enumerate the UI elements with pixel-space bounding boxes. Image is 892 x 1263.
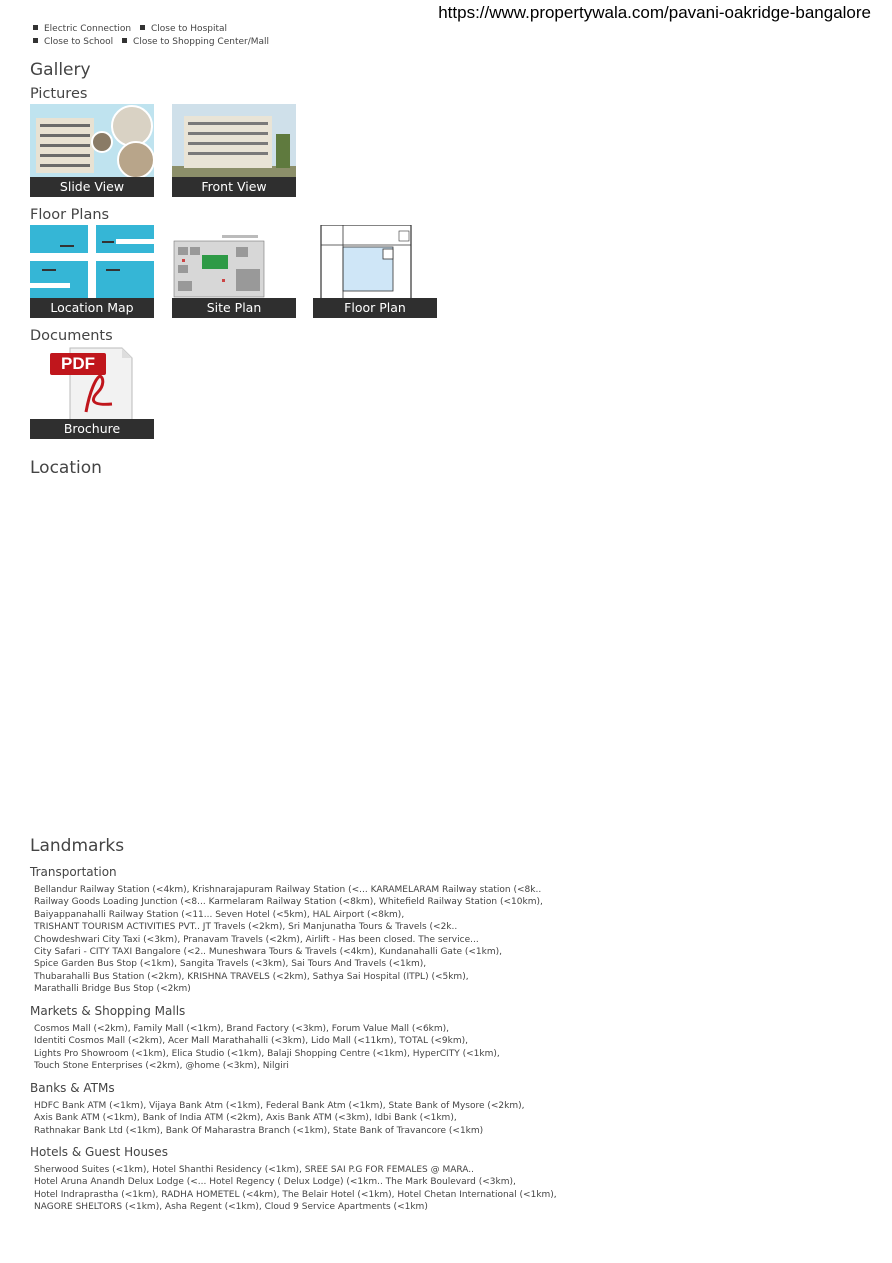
landmark-line: Hotel Indraprastha (<1km), RADHA HOMETEL (<4km), The Belair Hotel (<1km), Hotel Chetan International (<1km), [34,1189,557,1200]
site-plan-thumbnail[interactable] [172,225,296,318]
transportation-list [34,884,594,996]
slide-view-thumbnail[interactable] [30,104,154,197]
pdf-label-badge [50,353,106,375]
landmark-line: Thubarahalli Bus Station (<2km), KRISHNA TRAVELS (<2km), Sathya Sai Hospital (ITPL) (<5km), [34,971,469,982]
front-view-thumbnail[interactable] [172,104,296,197]
location-heading: Location [30,458,102,478]
hotels-heading: Hotels & Guest Houses [30,1145,168,1159]
landmark-line: Axis Bank ATM (<1km), Bank of India ATM (<2km), Axis Bank ATM (<3km), Idbi Bank (<1km), [34,1113,457,1124]
landmark-line: Cosmos Mall (<2km), Family Mall (<1km), Brand Factory (<3km), Forum Value Mall (<6km), [34,1024,450,1034]
landmark-line: Bellandur Railway Station (<4km), Krishnarajapuram Railway Station (<... KARAMELARAM Railway station (<8k.. [34,885,542,895]
landmark-line: Sherwood Suites (<1km), Hotel Shanthi Residency (<1km), SREE SAI P.G FOR FEMALES @ MARA.. [34,1165,475,1175]
banks-list [34,1100,594,1137]
landmark-line: Chowdeshwari City Taxi (<3km), Pranavam Travels (<2km), Airlift - Has been closed. The service... [34,934,479,945]
hotels-list [34,1164,594,1214]
thumbnail-caption: Site Plan [172,298,296,318]
transportation-heading: Transportation [30,865,117,879]
bullet-icon [33,38,38,43]
location-map-image [30,225,154,299]
landmark-line: Marathalli Bridge Bus Stop (<2km) [34,984,191,995]
landmark-line: Spice Garden Bus Stop (<1km), Sangita Travels (<3km), Sai Tours And Travels (<1km), [34,959,427,970]
landmark-line: NAGORE SHELTORS (<1km), Asha Regent (<1km), Cloud 9 Service Apartments (<1km) [34,1202,428,1213]
thumbnail-caption: Front View [172,177,296,197]
landmark-line: City Safari - CITY TAXI Bangalore (<2.. Muneshwara Tours & Travels (<4km), Kundanahalli Gate (<1km), [34,947,502,958]
thumbnail-caption: Brochure [30,419,154,439]
amenity-item: Close to Hospital [151,24,228,34]
floor-plans-heading: Floor Plans [30,207,110,223]
building-collage-image [30,104,154,178]
floor-plan-thumbnail[interactable] [313,225,437,318]
amenity-item: Close to School [44,36,114,47]
documents-heading: Documents [30,328,113,344]
floor-plan-image [313,225,437,299]
brochure-thumbnail[interactable] [30,346,154,439]
landmark-line: Railway Goods Loading Junction (<8... Karmelaram Railway Station (<8km), Whitefield Railway Station (<10km), [34,897,543,908]
pictures-heading: Pictures [30,86,88,102]
location-map-thumbnail[interactable] [30,225,154,318]
thumbnail-caption: Slide View [30,177,154,197]
amenity-item: Electric Connection [44,24,132,34]
landmark-line: Identiti Cosmos Mall (<2km), Acer Mall Marathahalli (<3km), Lido Mall (<11km), TOTAL (<9km), [34,1036,468,1047]
landmark-line: Baiyappanahalli Railway Station (<11... Seven Hotel (<5km), HAL Airport (<8km), [34,909,405,920]
amenities-list [33,23,275,48]
site-plan-image [172,225,296,299]
landmarks-heading: Landmarks [30,836,125,856]
amenity-item: Close to Shopping Center/Mall [133,36,270,47]
pdf-label-text: PDF [61,354,95,373]
landmark-line: HDFC Bank ATM (<1km), Vijaya Bank Atm (<1km), Federal Bank Atm (<1km), State Bank of Mysore (<2km), [34,1101,525,1111]
landmark-line: Hotel Aruna Anandh Delux Lodge (<... Hotel Regency ( Delux Lodge) (<1km.. The Mark Boulevard (<3km), [34,1177,516,1188]
landmark-line: Rathnakar Bank Ltd (<1km), Bank Of Maharastra Branch (<1km), State Bank of Travancore (<1km) [34,1125,484,1136]
building-front-image [172,104,296,178]
map-area[interactable] [30,488,870,818]
thumbnail-caption: Location Map [30,298,154,318]
landmark-line: Lights Pro Showroom (<1km), Elica Studio (<1km), Balaji Shopping Centre (<1km), HyperCITY (<1km), [34,1048,500,1059]
markets-list [34,1023,594,1073]
bullet-icon [122,38,127,43]
markets-heading: Markets & Shopping Malls [30,1004,186,1018]
landmark-line: Touch Stone Enterprises (<2km), @home (<3km), Nilgiri [34,1061,289,1072]
bullet-icon [33,25,38,30]
page-url: https://www.propertywala.com/pavani-oakridge-bangalore [438,3,871,22]
gallery-heading: Gallery [30,60,91,80]
bullet-icon [140,25,145,30]
thumbnail-caption: Floor Plan [313,298,437,318]
banks-heading: Banks & ATMs [30,1081,115,1095]
landmark-line: TRISHANT TOURISM ACTIVITIES PVT.. JT Travels (<2km), Sri Manjunatha Tours & Travels (<2k.. [34,922,458,933]
